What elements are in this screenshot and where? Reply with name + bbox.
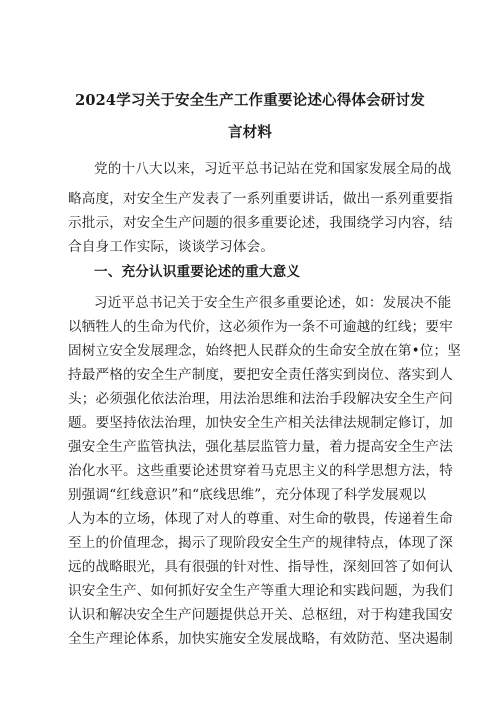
document-title-line-1: 2024学习关于安全生产工作重要论述心得体会研讨发 <box>75 92 425 109</box>
section-paragraph-line: 持最严格的安全生产制度，要把安全责任落实到岗位、落实到人 <box>68 367 453 383</box>
section-paragraph-line: 别强调“红线意识”和“底线思维”，充分体现了科学发展观以 <box>68 487 427 503</box>
section-paragraph-line: 治化水平。这些重要论述贯穿着马克思主义的科学思想方法，特 <box>68 463 453 479</box>
section-paragraph-line: 全生产理论体系，加快实施安全发展战略，有效防范、坚决遏制 <box>68 631 453 647</box>
section-paragraph-line: 识安全生产、如何抓好安全生产等重大理论和实践问题，为我们 <box>68 583 453 599</box>
section-paragraph-line: 强安全生产监管执法，强化基层监管力量，着力提高安全生产法 <box>68 439 453 455</box>
section-paragraph-line: 人为本的立场，体现了对人的尊重、对生命的敬畏，传递着生命 <box>68 511 453 527</box>
section-paragraph-line: 头；必须强化依法治理，用法治思维和法治手段解决安全生产问 <box>68 391 453 407</box>
intro-paragraph-line: 党的十八大以来，习近平总书记站在党和国家发展全局的战 <box>94 161 452 177</box>
intro-paragraph-line: 略高度，对安全生产发表了一系列重要讲话，做出一系列重要指 <box>68 191 453 207</box>
section-paragraph-line: 固树立安全发展理念，始终把人民群众的生命安全放在第•位；坚 <box>68 343 461 359</box>
section-paragraph-line: 题。要坚持依法治理，加快安全生产相关法律法规制定修订，加 <box>68 415 453 431</box>
section-paragraph-line: 以牺牲人的生命为代价，这必须作为一条不可逾越的红线；要牢 <box>68 319 453 335</box>
section-paragraph-line: 至上的价值理念，揭示了现阶段安全生产的规律特点，体现了深 <box>68 535 453 551</box>
section-heading: 一、充分认识重要论述的重大意义 <box>94 264 301 280</box>
document-title-line-2: 言材料 <box>227 124 273 141</box>
section-paragraph-line: 认识和解决安全生产问题提供总开关、总枢纽，对于构建我国安 <box>68 607 453 623</box>
section-paragraph-line: 习近平总书记关于安全生产很多重要论述，如：发展决不能 <box>94 295 452 311</box>
intro-paragraph-line: 示批示，对安全生产问题的很多重要论述，我围绕学习内容，结 <box>68 215 453 231</box>
intro-paragraph-line: 合自身工作实际，谈谈学习体会。 <box>68 239 275 255</box>
section-paragraph-line: 远的战略眼光，具有很强的针对性、指导性，深刻回答了如何认 <box>68 559 453 575</box>
